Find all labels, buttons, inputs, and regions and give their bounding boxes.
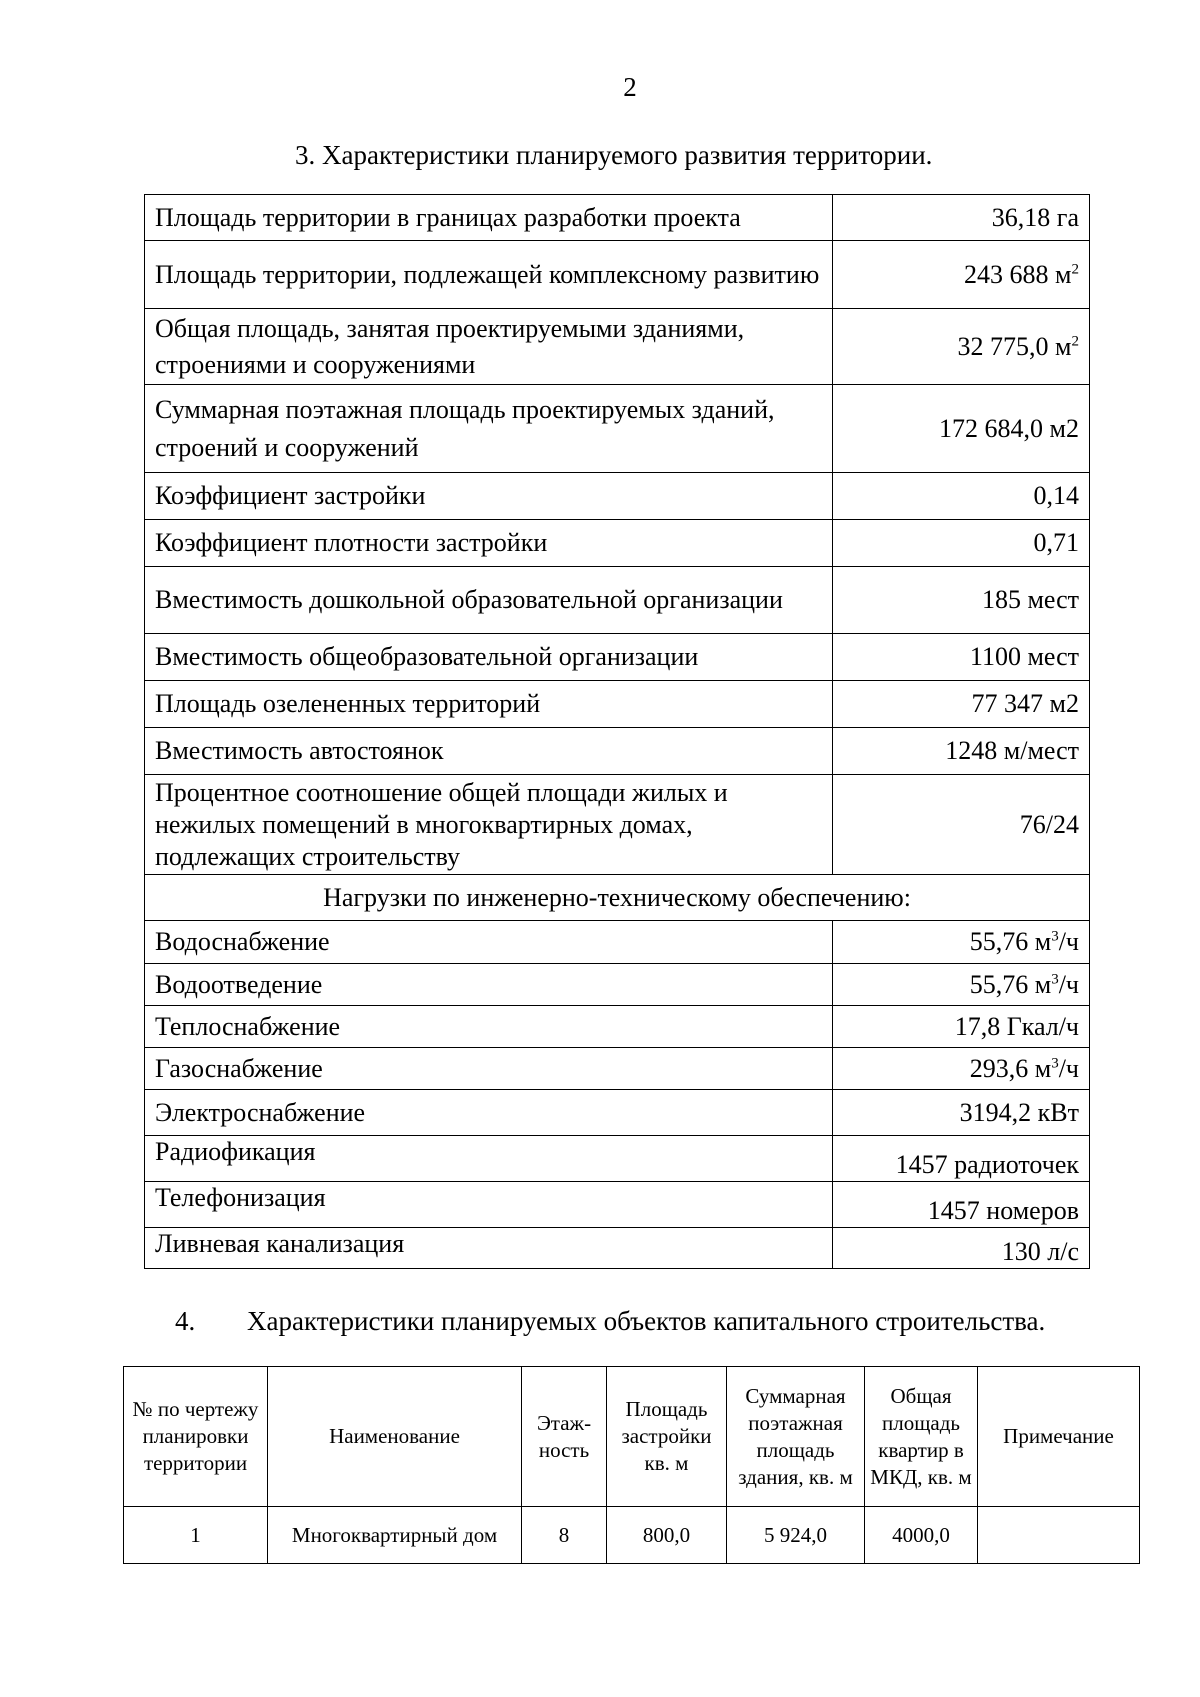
- table-header-row: [124, 1367, 1140, 1507]
- table-row: [145, 1006, 1090, 1048]
- row-value: 0,71: [833, 520, 1090, 567]
- row-label: Вместимость дошкольной образовательной организации: [145, 567, 833, 634]
- column-header: Общая площадь квартир в МКД, кв. м: [865, 1367, 978, 1507]
- column-header: № по чертежу планировки территории: [124, 1367, 268, 1507]
- row-label: Теплоснабжение: [145, 1006, 833, 1048]
- table-cell: 8: [522, 1507, 607, 1564]
- row-value: 76/24: [833, 775, 1090, 875]
- section-3-title: 3. Характеристики планируемого развития территории.: [295, 140, 933, 170]
- table-row: [145, 385, 1090, 473]
- row-label: Ливневая канализация: [145, 1228, 833, 1269]
- table-cell: [978, 1507, 1140, 1564]
- row-value: 1100 мест: [833, 634, 1090, 681]
- section-4-title: [175, 1306, 1045, 1337]
- row-label: Общая площадь, занятая проектируемыми зданиями, строениями и сооружениями: [145, 309, 833, 385]
- row-value: 17,8 Гкал/ч: [833, 1006, 1090, 1048]
- table-row: [145, 567, 1090, 634]
- row-value: 1457 номеров: [833, 1182, 1090, 1228]
- table-row: [145, 309, 1090, 385]
- row-label: Коэффициент застройки: [145, 473, 833, 520]
- row-label: Вместимость общеобразовательной организации: [145, 634, 833, 681]
- table-row: [145, 921, 1090, 964]
- row-label: Площадь территории в границах разработки проекта: [145, 195, 833, 241]
- column-header: Суммарная поэтажная площадь здания, кв. м: [727, 1367, 865, 1507]
- row-value: 130 л/с: [833, 1228, 1090, 1269]
- row-value: 55,76 $м^3/ч$: [833, 921, 1090, 964]
- row-value: 172 684,0 м2: [833, 385, 1090, 473]
- row-value: 0,14: [833, 473, 1090, 520]
- row-value: 55,76 $м^3/ч$: [833, 964, 1090, 1006]
- row-label: Площадь территории, подлежащей комплексному развитию: [145, 241, 833, 309]
- table-row: [145, 241, 1090, 309]
- table-row: [145, 875, 1090, 921]
- table-row: [145, 473, 1090, 520]
- table-row: [124, 1507, 1140, 1564]
- row-value: 1248 м/мест: [833, 728, 1090, 775]
- table-cell: 1: [124, 1507, 268, 1564]
- row-label: Процентное соотношение общей площади жилых и нежилых помещений в многоквартирных домах, подлежащих строительству: [145, 775, 833, 875]
- column-header: Примечание: [978, 1367, 1140, 1507]
- row-label: Вместимость автостоянок: [145, 728, 833, 775]
- table-cell: 5 924,0: [727, 1507, 865, 1564]
- section-4-number: 4.: [175, 1306, 196, 1336]
- row-value: 3194,2 кВт: [833, 1090, 1090, 1136]
- table-cell: 4000,0: [865, 1507, 978, 1564]
- row-label: Суммарная поэтажная площадь проектируемых зданий, строений и сооружений: [145, 385, 833, 473]
- row-label: Электроснабжение: [145, 1090, 833, 1136]
- row-label: Коэффициент плотности застройки: [145, 520, 833, 567]
- column-header: Площадь застройки кв. м: [607, 1367, 727, 1507]
- row-value: 185 мест: [833, 567, 1090, 634]
- page-number: 2: [623, 72, 637, 102]
- table-row: [145, 775, 1090, 875]
- table-cell: Многоквартирный дом: [268, 1507, 522, 1564]
- row-value: 77 347 м2: [833, 681, 1090, 728]
- row-label: Телефонизация: [145, 1182, 833, 1228]
- row-label: Площадь озелененных территорий: [145, 681, 833, 728]
- capital-construction-table: [123, 1366, 1140, 1564]
- table-row: [145, 1228, 1090, 1269]
- table-row: [145, 964, 1090, 1006]
- table-row: [145, 195, 1090, 241]
- territory-characteristics-table: [144, 194, 1090, 1269]
- row-value: 293,6 $м^3/ч$: [833, 1048, 1090, 1090]
- table-row: [145, 1048, 1090, 1090]
- row-value: 1457 радиоточек: [833, 1136, 1090, 1182]
- table-cell: 800,0: [607, 1507, 727, 1564]
- table-row: [145, 681, 1090, 728]
- table-row: [145, 520, 1090, 567]
- table-row: [145, 1182, 1090, 1228]
- table-row: [145, 634, 1090, 681]
- table-row: [145, 1136, 1090, 1182]
- column-header: Этаж-ность: [522, 1367, 607, 1507]
- row-value: 36,18 га: [833, 195, 1090, 241]
- row-label: Радиофикация: [145, 1136, 833, 1182]
- row-label: Водоснабжение: [145, 921, 833, 964]
- column-header: Наименование: [268, 1367, 522, 1507]
- table-row: [145, 728, 1090, 775]
- row-label: Газоснабжение: [145, 1048, 833, 1090]
- row-value: 32 775,0 $м^2$: [833, 309, 1090, 385]
- engineering-loads-header: Нагрузки по инженерно-техническому обеспечению:: [145, 875, 1090, 921]
- table-row: [145, 1090, 1090, 1136]
- row-value: 243 688 $м^2$: [833, 241, 1090, 309]
- row-label: Водоотведение: [145, 964, 833, 1006]
- section-4-title-text: Характеристики планируемых объектов капитального строительства.: [247, 1306, 1046, 1336]
